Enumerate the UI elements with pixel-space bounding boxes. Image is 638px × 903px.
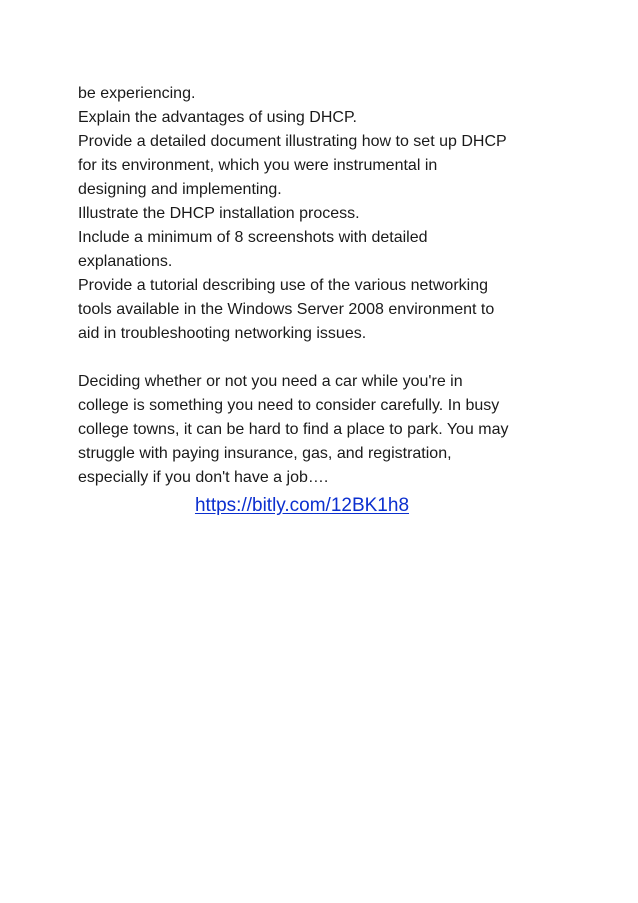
text-line: Deciding whether or not you need a car while you're in [78, 373, 463, 390]
text-line: Explain the advantages of using DHCP. [78, 109, 357, 126]
paragraph-spacer [78, 346, 568, 370]
bitly-link[interactable]: https://bitly.com/12BK1h8 [194, 495, 410, 516]
text-line: Provide a tutorial describing use of the various networking [78, 277, 488, 294]
text-line: Include a minimum of 8 screenshots with detailed [78, 229, 428, 246]
text-line: struggle with paying insurance, gas, and registration, [78, 445, 452, 462]
text-line: especially if you don't have a job…. [78, 469, 329, 486]
text-line: Provide a detailed document illustrating how to set up DHCP [78, 133, 507, 150]
text-line: college towns, it can be hard to find a place to park. You may [78, 421, 509, 438]
text-line: Illustrate the DHCP installation process. [78, 205, 360, 222]
paragraph-car-advice [78, 370, 568, 490]
link-container [0, 492, 638, 520]
text-line: for its environment, which you were instrumental in [78, 157, 438, 174]
text-line: designing and implementing. [78, 181, 282, 198]
text-line: be experiencing. [78, 85, 196, 102]
paragraph-assignment-steps [78, 82, 568, 346]
text-line: aid in troubleshooting networking issues. [78, 325, 367, 342]
document-body [78, 82, 568, 490]
text-line: explanations. [78, 253, 173, 270]
text-line: tools available in the Windows Server 2008 environment to [78, 301, 495, 318]
text-line: college is something you need to consider carefully. In busy [78, 397, 500, 414]
